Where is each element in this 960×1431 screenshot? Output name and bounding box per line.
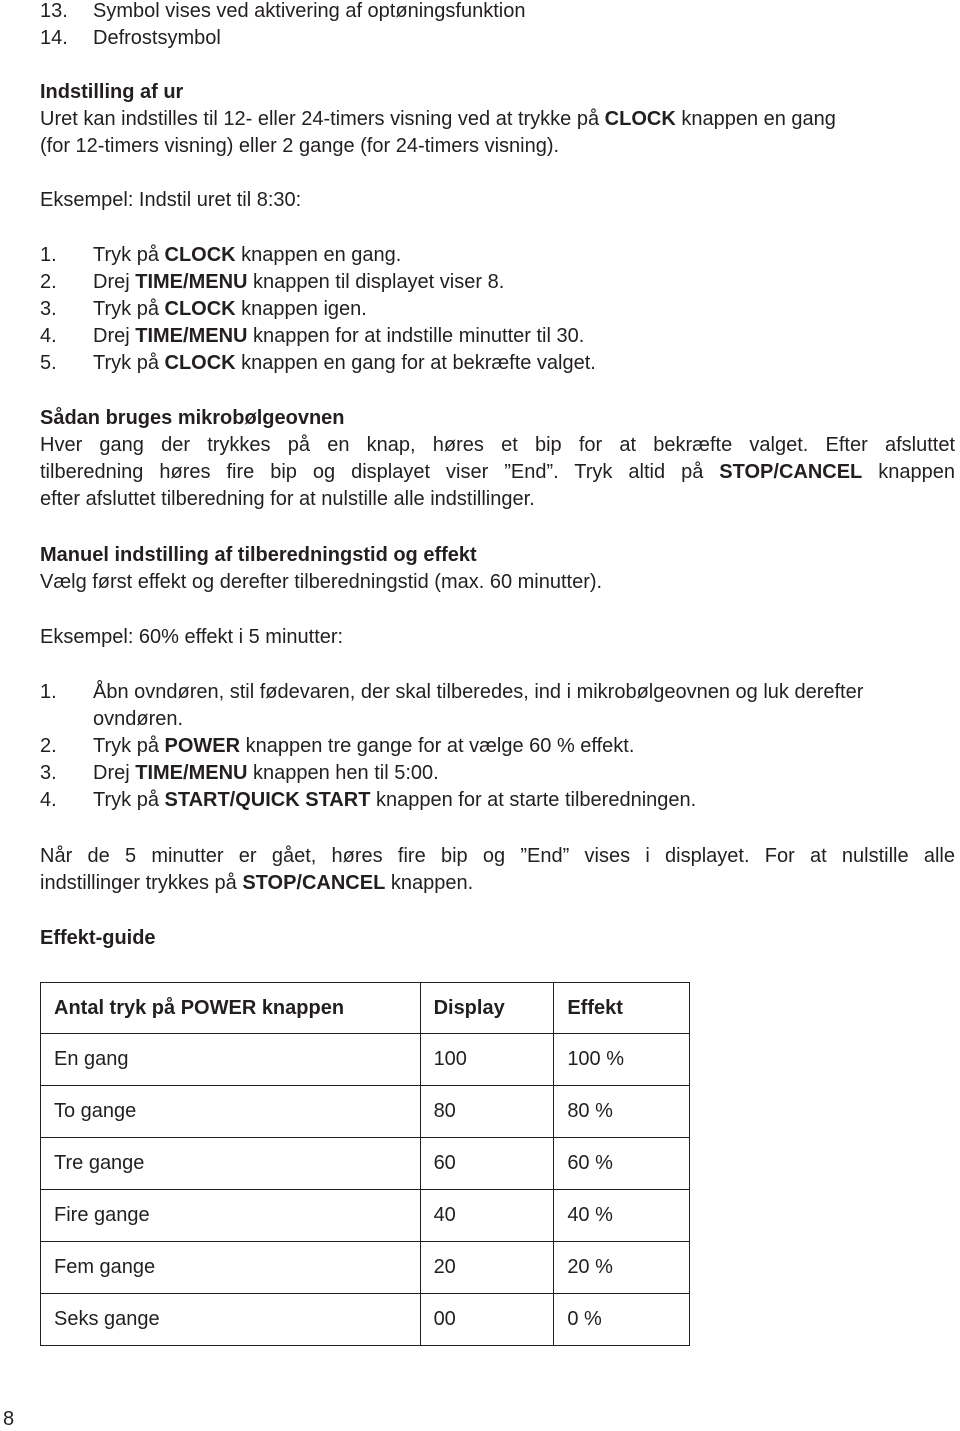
manual-example: Eksempel: 60% effekt i 5 minutter: <box>40 626 344 648</box>
text-run: knappen en gang. <box>235 244 402 266</box>
list-number: 2. <box>40 271 57 293</box>
text-run: knappen en gang <box>675 108 836 130</box>
usage-section <box>40 405 955 513</box>
usage-heading: Sådan bruges mikrobølgeovnen <box>40 407 345 429</box>
text-run: knappen en gang for at bekræfte valget. <box>235 352 596 374</box>
table-cell: 80 <box>420 1086 554 1138</box>
list-text: Symbol vises ved aktivering af optøningsfunktion <box>93 0 526 22</box>
bold-run: CLOCK <box>164 298 236 320</box>
table-row <box>41 1034 690 1086</box>
text-run: Tryk på <box>93 244 165 266</box>
list-number: 4. <box>40 325 57 347</box>
page-number: 8 <box>3 1408 15 1430</box>
list-item <box>40 733 956 760</box>
clock-heading: Indstilling af ur <box>40 81 184 103</box>
table-cell: 20 % <box>554 1242 690 1294</box>
list-item <box>40 269 956 296</box>
list-number: 13. <box>40 0 68 22</box>
bold-run: CLOCK <box>164 244 236 266</box>
text-run: Åbn ovndøren, stil fødevaren, der skal tilberedes, ind i mikrobølgeovnen og luk derefter ovndøren. <box>93 681 864 730</box>
text-run: Tryk på <box>93 352 165 374</box>
table-row <box>41 1190 690 1242</box>
bold-run: START/QUICK START <box>164 789 371 811</box>
table-cell: 40 % <box>554 1190 690 1242</box>
manual-section <box>40 542 956 596</box>
text-run: Uret kan indstilles til 12- eller 24-timers visning ved at trykke på <box>40 108 605 130</box>
symbol-list <box>40 0 956 52</box>
table-cell: 20 <box>420 1242 554 1294</box>
column-header: Display <box>420 983 554 1034</box>
list-number: 3. <box>40 298 57 320</box>
column-header: Effekt <box>554 983 690 1034</box>
list-item <box>40 760 956 787</box>
usage-line1: Hver gang der trykkes på en knap, høres et bip for at bekræfte valget. Efter afsluttet <box>40 434 955 456</box>
text-run: Drej <box>93 762 136 784</box>
text-run: knappen for at starte tilberedningen. <box>370 789 697 811</box>
table-cell: To gange <box>41 1086 421 1138</box>
table-row <box>41 1086 690 1138</box>
list-number: 1. <box>40 244 57 266</box>
table-cell: 0 % <box>554 1294 690 1346</box>
table-cell: 60 % <box>554 1138 690 1190</box>
list-item <box>40 350 956 377</box>
text-run: knappen igen. <box>235 298 367 320</box>
text-run: tilberedning høres fire bip og displayet viser ”End”. Tryk altid på <box>40 461 720 483</box>
table-cell: En gang <box>41 1034 421 1086</box>
text-run: Tryk på <box>93 789 165 811</box>
list-number: 3. <box>40 762 57 784</box>
text-run: knappen til displayet viser 8. <box>247 271 505 293</box>
table-cell: 100 % <box>554 1034 690 1086</box>
manual-after-line1: Når de 5 minutter er gået, høres fire bip og ”End” vises i displayet. For at nulstille alle <box>40 845 955 867</box>
bold-run: TIME/MENU <box>135 325 248 347</box>
clock-example: Eksempel: Indstil uret til 8:30: <box>40 189 302 211</box>
text-run: Drej <box>93 325 136 347</box>
text-run: knappen <box>862 461 955 483</box>
list-number: 14. <box>40 27 68 49</box>
table-cell: Tre gange <box>41 1138 421 1190</box>
table-cell: 80 % <box>554 1086 690 1138</box>
table-cell: Fire gange <box>41 1190 421 1242</box>
column-header: Antal tryk på POWER knappen <box>41 983 421 1034</box>
text-run: indstillinger trykkes på <box>40 872 243 894</box>
text-run: knappen. <box>385 872 474 894</box>
text-run: knappen for at indstille minutter til 30. <box>247 325 585 347</box>
effect-guide-table <box>40 982 690 1346</box>
text-run: Drej <box>93 271 136 293</box>
text-run: knappen tre gange for at vælge 60 % effekt. <box>240 735 635 757</box>
bold-run: TIME/MENU <box>135 271 248 293</box>
bold-run: CLOCK <box>164 352 236 374</box>
list-item <box>40 25 956 52</box>
table-cell: 60 <box>420 1138 554 1190</box>
table-cell: 00 <box>420 1294 554 1346</box>
usage-line3: efter afsluttet tilberedning for at nulstille alle indstillinger. <box>40 488 535 510</box>
bold-run: STOP/CANCEL <box>719 461 863 483</box>
list-number: 2. <box>40 735 57 757</box>
list-item <box>40 296 956 323</box>
list-item <box>40 0 956 25</box>
clock-steps <box>40 242 956 377</box>
list-text: Defrostsymbol <box>93 27 221 49</box>
list-number: 1. <box>40 681 57 703</box>
list-item <box>40 323 956 350</box>
bold-run: POWER <box>164 735 241 757</box>
bold-run: TIME/MENU <box>135 762 248 784</box>
effect-guide-heading: Effekt-guide <box>40 927 156 949</box>
text-run: Tryk på <box>93 298 165 320</box>
table-cell: Seks gange <box>41 1294 421 1346</box>
table-cell: 100 <box>420 1034 554 1086</box>
manual-heading: Manuel indstilling af tilberedningstid og effekt <box>40 544 477 566</box>
table-header-row <box>41 983 690 1034</box>
usage-line2 <box>40 459 955 486</box>
table-row <box>41 1242 690 1294</box>
text-run: knappen hen til 5:00. <box>247 762 439 784</box>
table-cell: Fem gange <box>41 1242 421 1294</box>
table-row <box>41 1294 690 1346</box>
list-number: 4. <box>40 789 57 811</box>
manual-steps <box>40 679 956 814</box>
manual-intro: Vælg først effekt og derefter tilberedningstid (max. 60 minutter). <box>40 571 603 593</box>
manual-after <box>40 843 955 897</box>
bold-run: STOP/CANCEL <box>242 872 386 894</box>
clock-section <box>40 79 956 160</box>
text-run: Tryk på <box>93 735 165 757</box>
manual-after-line2 <box>40 870 955 897</box>
list-number: 5. <box>40 352 57 374</box>
table-row <box>41 1138 690 1190</box>
bold-run: CLOCK <box>604 108 676 130</box>
table-cell: 40 <box>420 1190 554 1242</box>
clock-intro-line1 <box>40 106 956 133</box>
clock-intro-line2: (for 12-timers visning) eller 2 gange (for 24-timers visning). <box>40 135 560 157</box>
list-item <box>40 787 956 814</box>
list-item <box>40 679 956 733</box>
list-item <box>40 242 956 269</box>
